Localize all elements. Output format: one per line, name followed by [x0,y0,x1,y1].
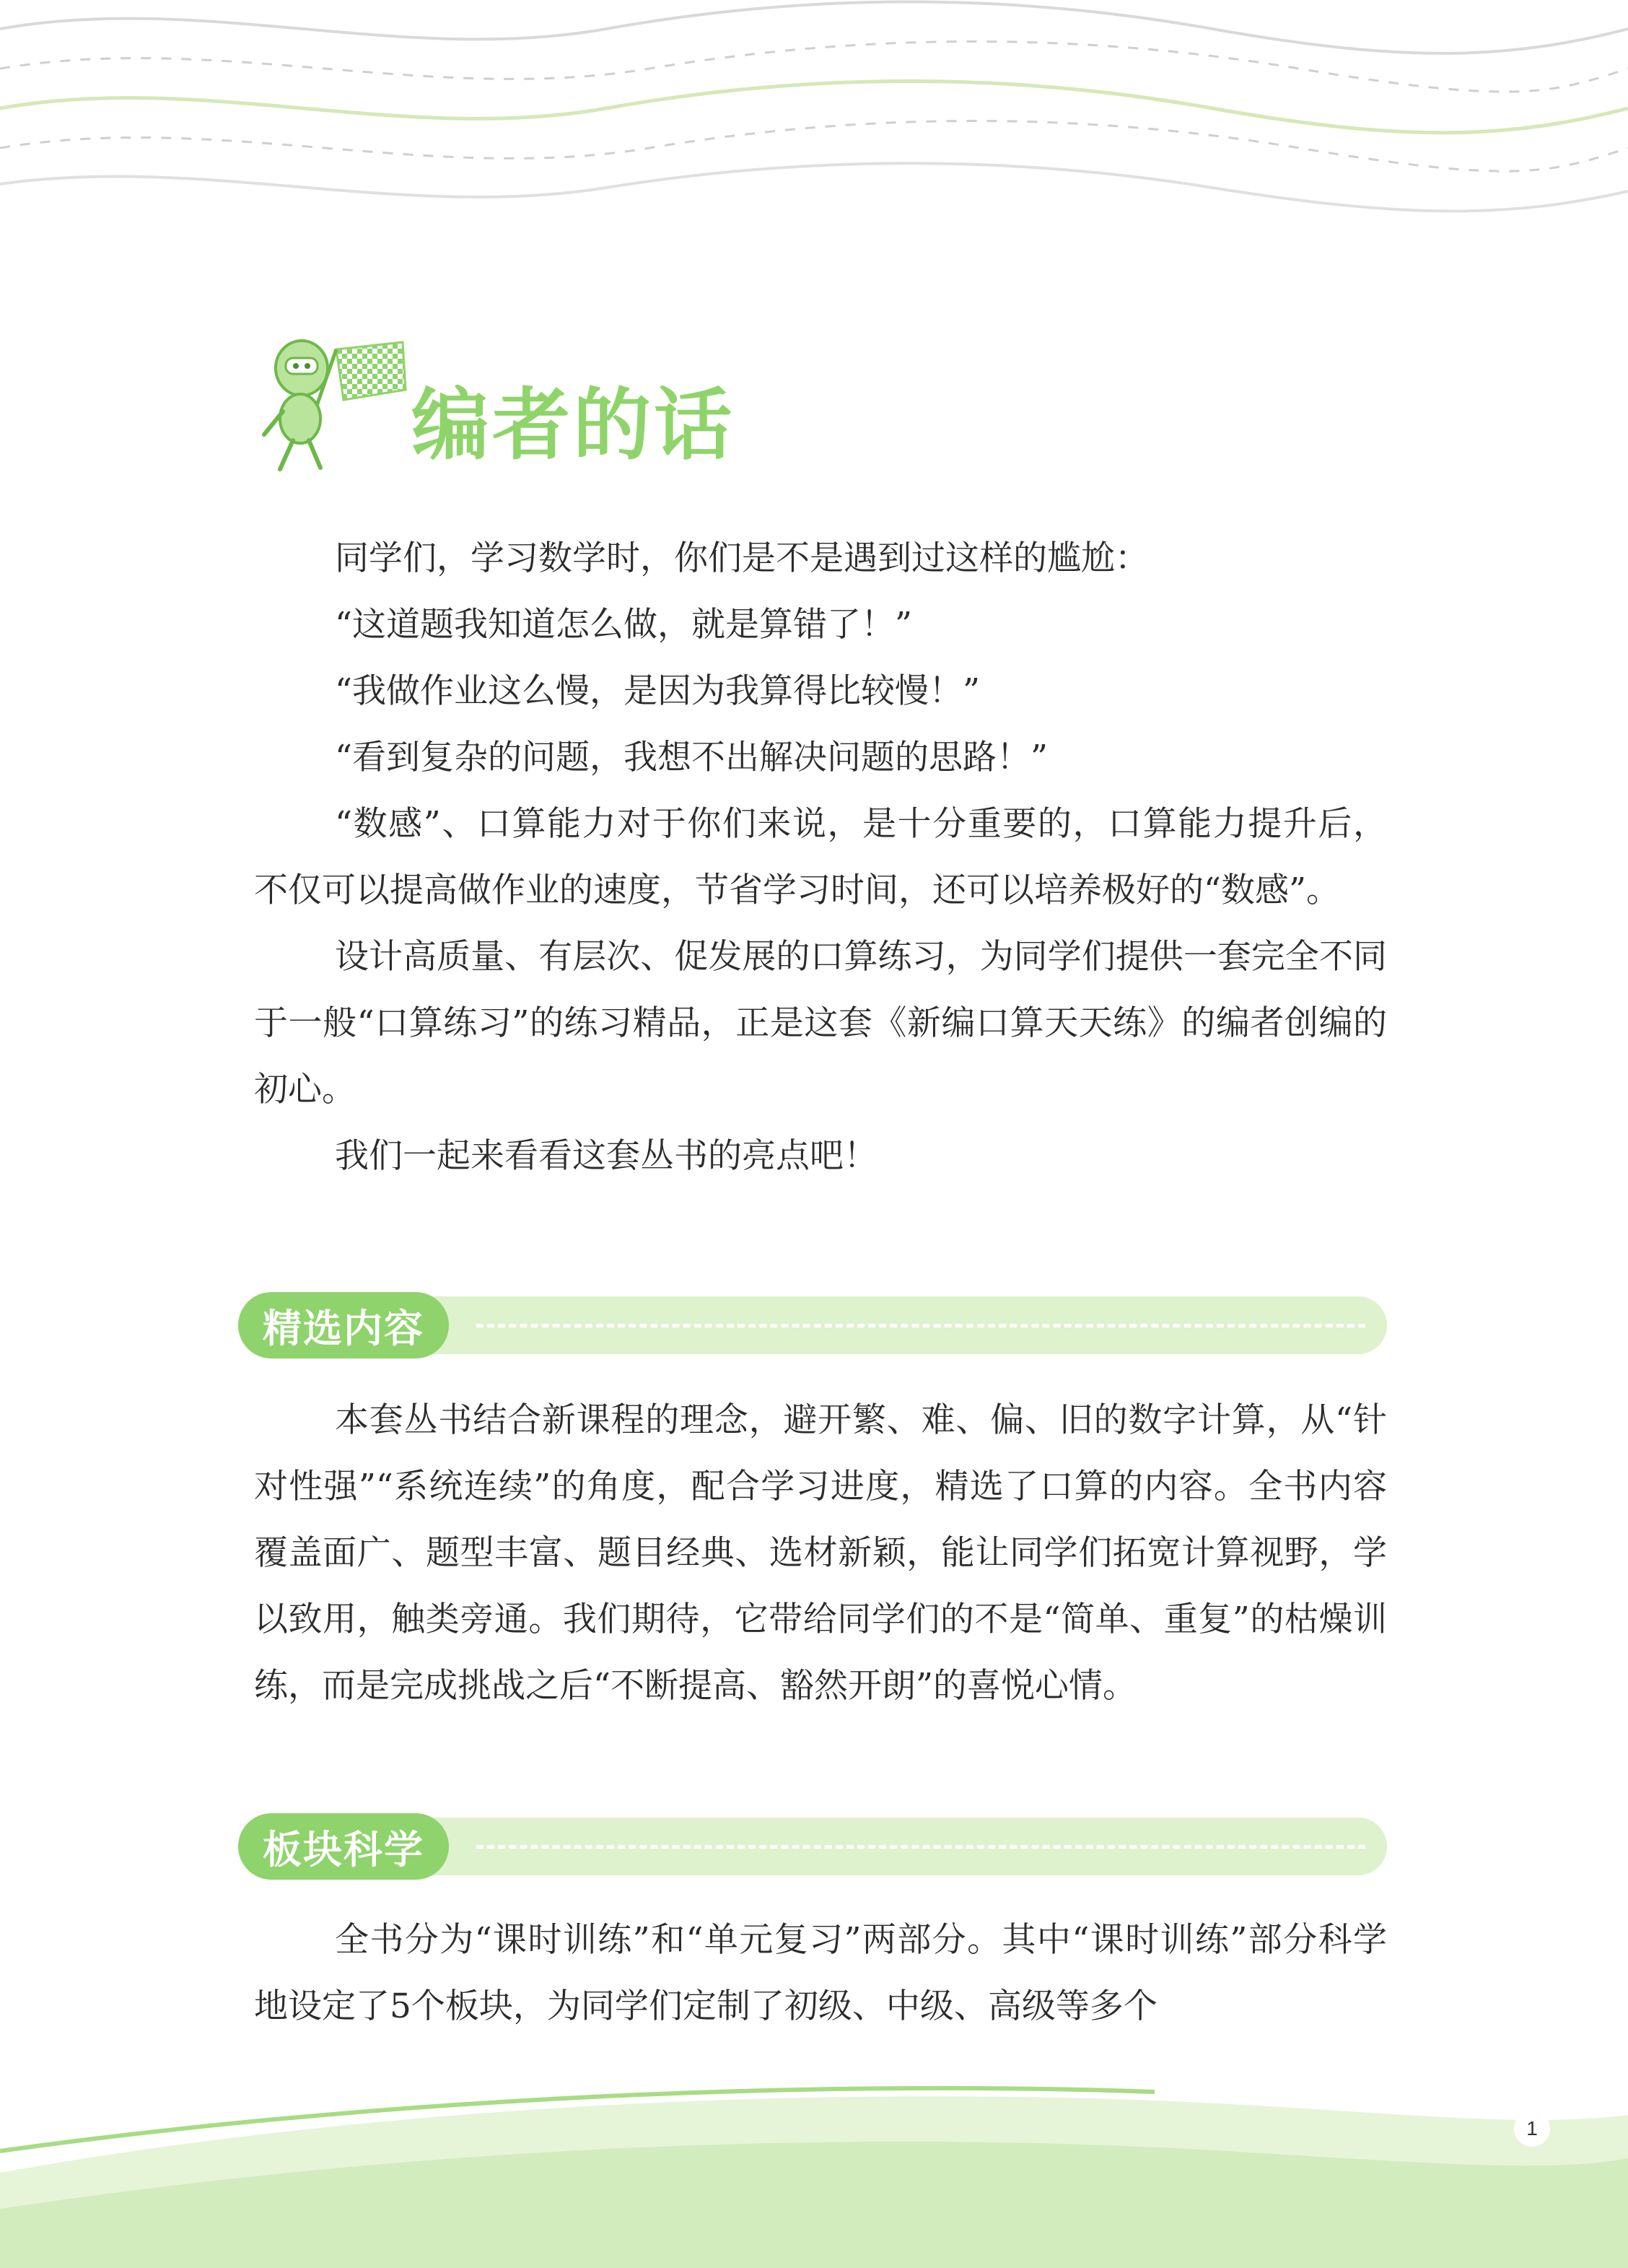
bottom-wave-decoration [0,2064,1628,2268]
section-header-featured-content [238,1292,1387,1358]
mascot-flag-icon [251,333,419,478]
intro-paragraph: 设计高质量、有层次、促发展的口算练习，为同学们提供一套完全不同于一般“口算练习”的练习精品，正是这套《新编口算天天练》的编者创编的初心。 [254,937,1387,1109]
intro-paragraph: “数感”、口算能力对于你们来说，是十分重要的，口算能力提升后，不仅可以提高做作业的速度，节省学习时间，还可以培养极好的“数感”。 [254,804,1387,910]
section-dashes [476,1324,1365,1327]
section-label: 精选内容 [238,1292,449,1358]
intro-paragraph: 我们一起来看看这套丛书的亮点吧！ [335,1136,878,1176]
section-dashes [476,1845,1365,1849]
section-body [254,1387,1387,1719]
quote-line: “我做作业这么慢，是因为我算得比较慢！” [335,671,981,711]
quote-line: “这道题我知道怎么做，就是算错了！” [335,605,913,645]
page-title: 编者的话 [411,380,735,471]
section-label: 板块科学 [238,1813,449,1880]
intro-paragraph: 同学们，学习数学时，你们是不是遇到过这样的尴尬： [335,538,1149,578]
top-wave-decoration [0,0,1628,238]
section-header-module-science [238,1813,1387,1880]
page-number: 1 [1514,2111,1550,2147]
quote-line: “看到复杂的问题，我想不出解决问题的思路！” [335,738,1049,777]
section-paragraph: 本套丛书结合新课程的理念，避开繁、难、偏、旧的数字计算，从“针对性强”“系统连续”的角度，配合学习进度，精选了口算的内容。全书内容覆盖面广、题型丰富、题目经典、选材新颖，能让同学们拓宽计算视野，学以致用，触类旁通。我们期待，它带给同学们的不是“简单、重复”的枯燥训练，而是完成挑战之后“不断提高、豁然开朗”的喜悦心情。 [254,1400,1387,1706]
intro-block [254,525,1387,1190]
section-body [254,1907,1387,2040]
section-paragraph: 全书分为“课时训练”和“单元复习”两部分。其中“课时训练”部分科学地设定了5个板块，为同学们定制了初级、中级、高级等多个 [254,1920,1387,2026]
